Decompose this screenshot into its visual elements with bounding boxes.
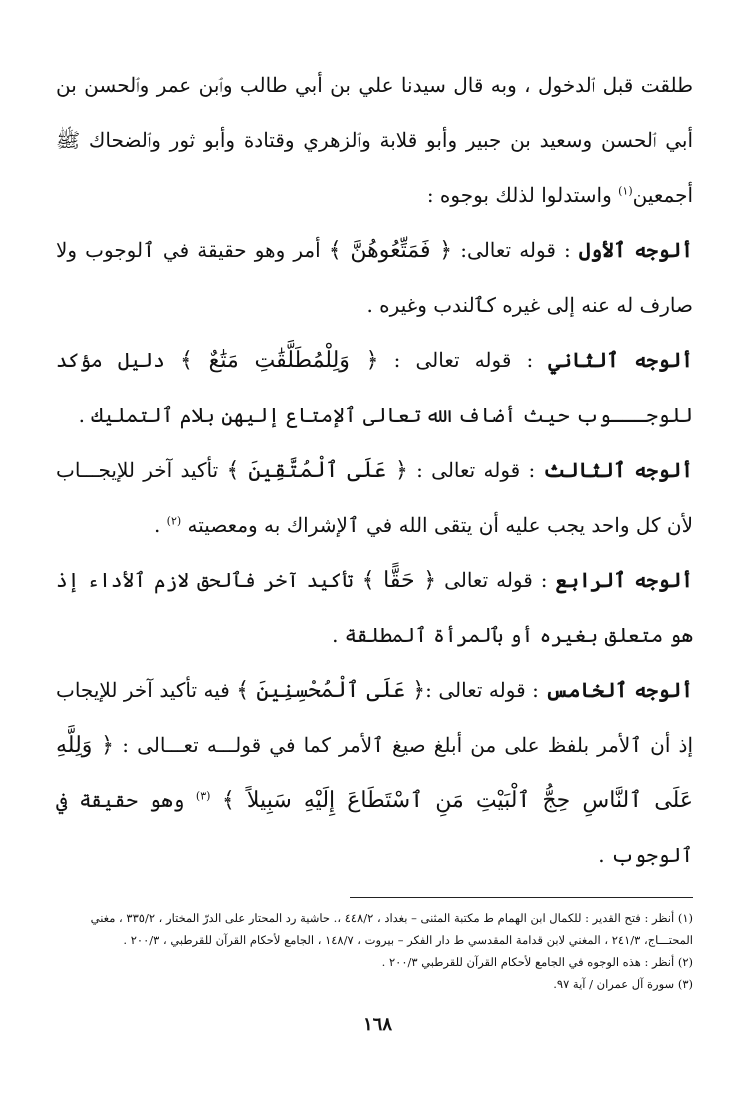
paragraph-text: . — [153, 513, 167, 537]
paragraph-text: وهو حقيقة في ٱلوجوب . — [56, 788, 693, 867]
paragraph-intro — [56, 58, 693, 223]
paragraph-text: : قوله تعالى : — [378, 348, 549, 372]
footnote-marker: (٢) — [166, 514, 182, 528]
quran-quote: ﴿ فَمَتِّعُوهُنَّ ﴾ — [328, 238, 453, 263]
paragraph-text: طلقت قبل ٱلدخول ، وبه قال سيدنا علي بن أبي طالب وٱبن عمر وٱلحسن بن أبي ٱلحسن وسعيد بن جبير وأبو قلابة وٱلزهري وقتادة وأبو ثور وٱلضحاك ﷺ أجمعين — [56, 73, 693, 207]
paragraph-text — [210, 788, 221, 812]
footnote-3: (٣) سورة آل عمران / آية ٩٧. — [553, 977, 693, 991]
paragraph-second — [56, 333, 693, 443]
paragraph-fourth — [56, 553, 693, 663]
paragraph-third — [56, 443, 693, 553]
section-heading: ألوجه ٱلرابع — [555, 568, 694, 592]
footnote-marker: (١) — [618, 184, 633, 198]
paragraph-text: : قوله تعالى : — [407, 458, 544, 482]
section-heading: ألوجه ٱلثاني — [548, 348, 693, 372]
quran-quote: ﴿ وَلِلْمُطَلَّقَٰتِ مَتَٰعٌ ﴾ — [179, 348, 379, 373]
quran-quote: ﴿ وَلِلَّهِ عَلَى ٱلنَّاسِ حِجُّ ٱلْبَيْتِ مَنِ ٱسْتَطَاعَ إِلَيْهِ سَبِيلاً ﴾ — [56, 733, 694, 813]
quran-quote: ﴿ عَلَى ٱلْمُتَّقِينَ ﴾ — [226, 458, 408, 483]
paragraph-text: : قوله تعالى: — [452, 238, 579, 262]
section-heading: ألوجه ٱلأول — [578, 238, 693, 262]
paragraph-text: واستدلوا لذلك بوجوه : — [426, 183, 619, 207]
footnotes — [56, 907, 693, 995]
footnote-separator — [350, 897, 693, 898]
paragraph-text: : قوله تعالى — [436, 568, 556, 592]
paragraph-fifth — [56, 663, 693, 883]
paragraph-text: تأكيد آخر فٱلحق لازم ٱلأداء إذ هو متعلق بغيره أو بٱلمرأة ٱلمطلقة . — [56, 568, 693, 647]
quran-quote: ﴿ حَقًّا ﴾ — [361, 568, 437, 593]
main-text — [56, 58, 693, 883]
quran-quote: ﴿ عَلَى ٱلْمُحْسِنِينَ ﴾ — [236, 678, 426, 703]
page-number: ١٦٨ — [362, 1014, 392, 1035]
section-heading: ألوجه ٱلخامس — [545, 678, 693, 702]
footnote-1: (١) أنظر : فتح القدير : للكمال ابن الهمام ط مكتبة المثنى – بغداد ، ٤٤٨/٢ ،. حاشية رد المحتار على الدرّ المختار ، ٣٣٥/٢ ، مغني المحتـــاج، ٢٤١/٣ ، المغني لابن قدامة المقدسي ط دار الفكر – بيروت ، ١٤٨/٧ ، الجامع لأحكام القرآن للقرطبي ، ٢٠٠/٣ . — [90, 911, 693, 947]
footnote-marker: (٣) — [195, 789, 211, 803]
section-heading: ألوجه ٱلثالث — [543, 458, 693, 482]
footnote-2: (٢) أنظر : هذه الوجوه في الجامع لأحكام القرآن للقرطبي ٢٠٠/٣ . — [381, 955, 693, 969]
paragraph-text: : قوله تعالى : — [425, 678, 546, 702]
paragraph-text: فيه تأكيد آخر للإيجاب إذ أن ٱلأمر بلفظ على من أبلغ صيغ ٱلأمر كما في قولـــه تعـــالى : — [56, 678, 694, 757]
paragraph-text: تأكيد آخر للإيجـــاب لأن كل واحد يجب عليه أن يتقى الله في ٱلإشراك به ومعصيته — [56, 458, 693, 537]
paragraph-first — [56, 223, 693, 333]
paragraph-text: دليل مؤكد للوجـــوب حيث أضاف الله تعالى ٱلإمتاع إليهن بلام ٱلتمليك . — [56, 348, 693, 427]
paragraph-text: أمر وهو حقيقة في ٱلوجوب ولا صارف له عنه إلى غيره كٱلندب وغيره . — [56, 238, 693, 317]
